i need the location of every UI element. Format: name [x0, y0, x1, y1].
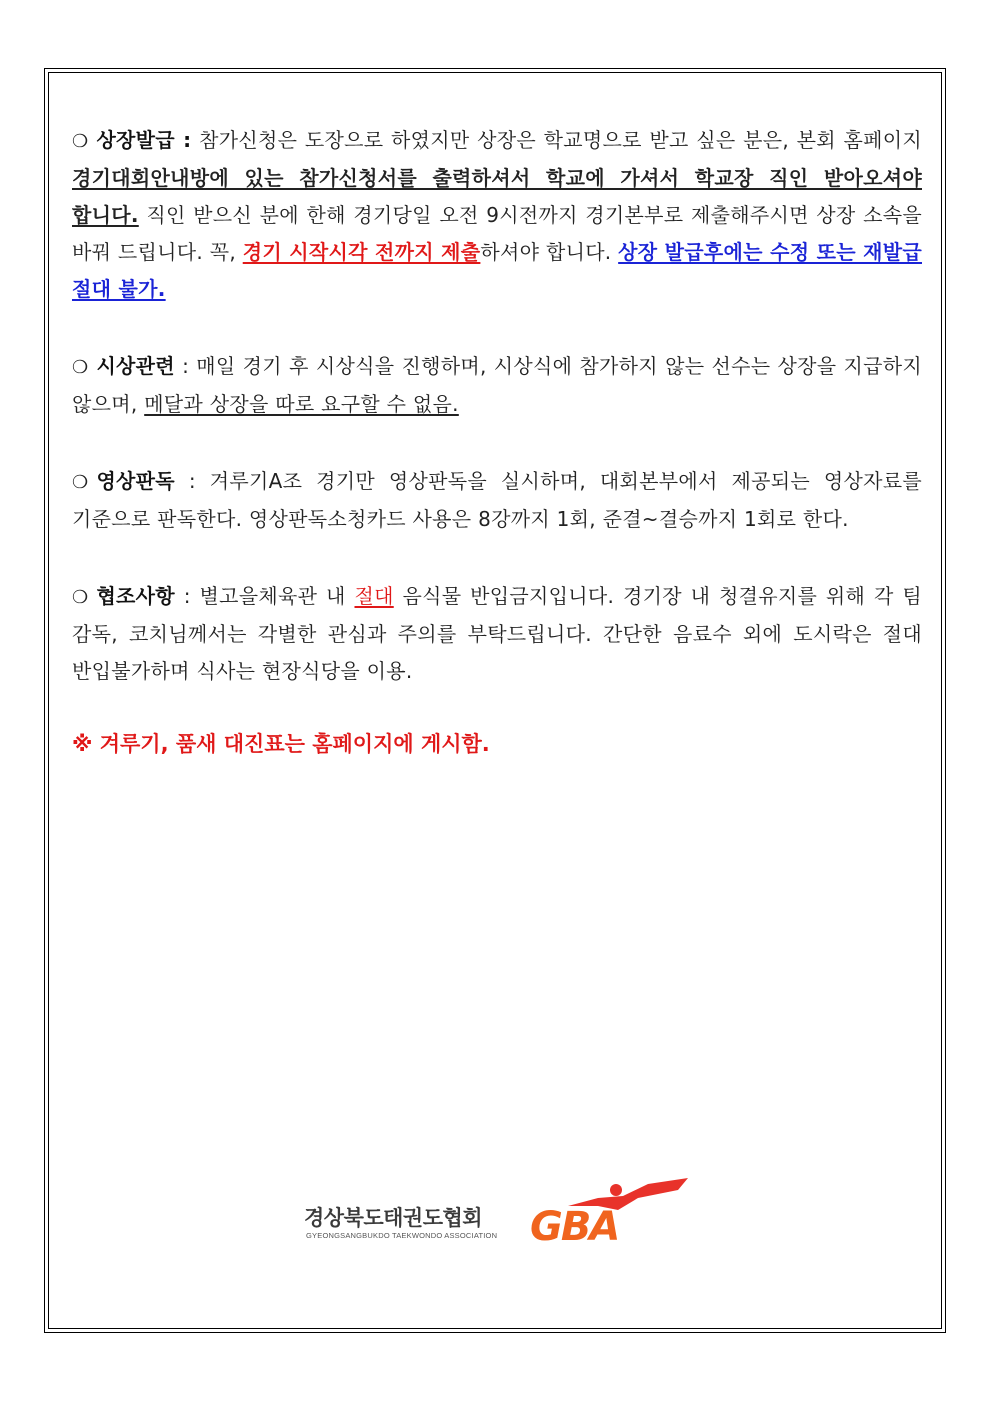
- bullet-icon: ❍: [72, 472, 89, 493]
- gba-logo-icon: [528, 1176, 698, 1246]
- bracket-notice: ※ 겨루기, 품새 대진표는 홈페이지에 게시함.: [72, 732, 490, 756]
- bullet-icon: ❍: [72, 357, 89, 378]
- bullet-icon: ❍: [72, 587, 89, 608]
- notice-content: [72, 122, 922, 763]
- video-text-1: : 겨루기A조 경기만 영상판독을 실시하며, 대회본부에서 제공되는 영상자료를 기준으로 판독한다. 영상판독소청카드 사용은 8강까지 1회, 준결~결승까지 1회로 한다.: [72, 469, 922, 531]
- ceremony-text-2: 메달과 상장을 따로 요구할 수 없음.: [144, 392, 459, 416]
- award-text-1: 참가신청은 도장으로 하였지만 상장은 학교명으로 받고 싶은 분은, 본회 홈페이지: [191, 128, 922, 152]
- coop-text-1: : 별고을체육관 내: [174, 584, 355, 608]
- association-name: 경상북도태권도협회: [304, 1206, 483, 1230]
- award-text-3: 직인 받으신 분에 한해 경기당일 오전 9시전까지 경기본부로 제출해주시면 상장 소속을 바꿔 드립니다. 꼭,: [72, 203, 922, 264]
- coop-text-2: 절대: [354, 584, 394, 608]
- section-video: [72, 463, 922, 538]
- bullet-icon: ❍: [72, 131, 89, 152]
- section-ceremony-title: 시상관련: [96, 354, 175, 378]
- section-coop-title: 협조사항: [96, 584, 175, 608]
- section-video-title: 영상판독: [96, 469, 175, 493]
- section-ceremony: [72, 348, 922, 423]
- section-coop: [72, 578, 922, 690]
- ceremony-text-1: : 매일 경기 후 시상식을 진행하며, 시상식에 참가하지 않는 선수는 상장을 지급하지 않으며,: [72, 354, 922, 416]
- coop-text-3: 음식물 반입금지입니다. 경기장 내 청결유지를 위해 각 팀 감독, 코치님께서는 각별한 관심과 주의를 부탁드립니다. 간단한 음료수 외에 도시락은 절대 반입불가하며 식사는 현장식당을 이용.: [72, 584, 922, 683]
- section-award: [72, 122, 922, 308]
- association-footer: [300, 1176, 700, 1256]
- award-text-6: 상장 발급후에는 수정 또는 재발급 절대 불가.: [72, 240, 922, 301]
- award-text-5: 하셔야 합니다.: [480, 240, 619, 264]
- award-text-2: 경기대회안내방에 있는 참가신청서를 출력하셔서 학교에 가셔서 학교장 직인 받아오셔야 합니다.: [72, 166, 922, 227]
- logo-text: GBA: [530, 1204, 619, 1246]
- section-award-title: 상장발급 :: [96, 128, 192, 152]
- association-name-en: GYEONGSANGBUKDO TAEKWONDO ASSOCIATION: [306, 1231, 498, 1240]
- award-text-4: 경기 시작시각 전까지 제출: [242, 240, 481, 264]
